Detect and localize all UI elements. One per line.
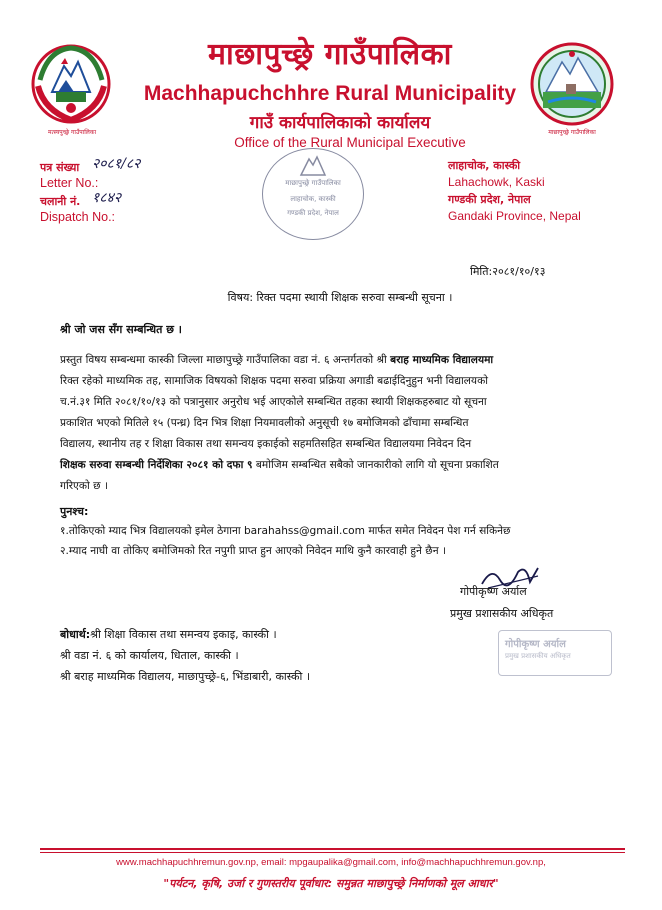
letter-date: मिति:२०८१/१०/१३ [470,265,546,278]
signatory-title: प्रमुख प्रशासकीय अधिकृत [450,607,554,620]
stamp-line-1: माछापुच्छ्रे गाउँपालिका [285,179,341,187]
letter-no-label-en: Letter No.: [40,176,99,190]
cc-label: बोधार्थ: [60,628,91,641]
dispatch-label-en: Dispatch No.: [40,210,116,224]
salutation: श्री जो जस सँग सम्बन्धित छ । [60,323,182,336]
footer-contacts: www.machhapuchhremun.gov.np, email: mpgaupalika@gmail.com, info@machhapuchhremun.gov.np, [116,857,546,868]
postscript-item-1: १.तोकिएको म्याद भित्र विद्यालयको इमेल ठेगाना barahahss@gmail.com मार्फत समेत निवेदन पेश गर्न सकिनेछ [60,525,511,537]
cc-line: श्री बराह माध्यमिक विद्यालय, माछापुच्छ्रे-६, भिंडाबारी, कास्की । [60,670,310,683]
body-line: प्रकाशित भएको मितिले १५ (पन्ध्र) दिन भित्र शिक्षा नियमावलीको अनुसूची १७ बमोजिमको ढाँचामा सम्बन्धित [60,417,469,429]
signature-stamp-line-2: प्रमुख प्रशासकीय अधिकृत [505,652,571,660]
body-line: रिक्त रहेको माध्यमिक तह, सामाजिक विषयको शिक्षक पदमा सरुवा प्रक्रिया अगाडी बढाईदिनुहुन भनी विद्यालयको [60,375,488,387]
emblem-caption: मत्स्यपुच्छ्रे गाउँपालिका [47,129,97,136]
letter-no-label-np: पत्र संख्या [40,161,80,174]
signature-stamp-line-1: गोपीकृष्ण अर्याल [505,639,566,650]
stamp-line-2: लाहाचोक, कास्की [290,195,336,203]
address-np-1: लाहाचोक, कास्की [448,159,521,172]
letter-no-value: २०८१/८२ [92,156,141,172]
letter-subject: विषय: रिक्त पदमा स्थायी शिक्षक सरुवा सम्बन्धी सूचना । [227,291,453,304]
signature-stamp [498,630,612,676]
official-stamp [262,148,364,240]
signatory-name: गोपीकृष्ण अर्याल [460,585,527,598]
municipality-name-np: माछापुच्छ्रे गाउँपालिका [208,37,452,72]
cc-block [60,624,310,687]
dispatch-value: १८४२ [92,190,122,206]
cc-line: बोधार्थ:श्री शिक्षा विकास तथा समन्वय इकाइ, कास्की । [60,628,277,641]
footer-motto: "पर्यटन, कृषि, उर्जा र गुणस्तरीय पूर्वाधार: समुन्नत माछापुच्छ्रे निर्माणको मूल आधार" [163,877,499,890]
footer-divider [40,848,625,850]
stamp-emblem-icon [299,155,327,177]
postscript-item-2: २.म्याद नाघी वा तोकिए बमोजिमको रित नपुगी प्राप्त हुन आएको निवेदन माथि कुनै कारवाही हुने छैन । [60,545,446,557]
logo-caption: माछापुच्छ्रे गाउँपालिका [548,129,596,136]
address-np-2: गण्डकी प्रदेश, नेपाल [448,193,531,206]
body-line: विद्यालय, स्थानीय तह र शिक्षा विकास तथा समन्वय इकाईको सहमतिसहित सम्बन्धित विद्यालयमा निवेदन दिन [60,438,472,450]
nepal-emblem-logo [28,40,114,130]
stamp-line-3: गण्डकी प्रदेश, नेपाल [287,209,339,217]
office-name-en: Office of the Rural Municipal Executive [234,135,466,150]
body-line: प्रस्तुत विषय सम्बन्धमा कास्की जिल्ला माछापुच्छ्रे गाउँपालिका वडा नं. ६ अन्तर्गतको श्री बराह माध्यमिक विद्यालयमा [60,354,494,366]
postscript-heading: पुनश्च: [60,505,89,518]
body-line: गरिएको छ । [60,480,108,492]
letter-body [60,350,640,497]
footer-divider [40,852,625,853]
address-en-2: Gandaki Province, Nepal [448,209,581,223]
dispatch-label-np: चलानी नं. [40,195,81,208]
cc-line: श्री वडा नं. ६ को कार्यालय, धिताल, कास्की । [60,649,239,662]
body-line: च.नं.३१ मिति २०८१/१०/१३ को पत्रानुसार अनुरोध भई आएकोले सम्बन्धित तहका स्थायी शिक्षकहरुबाट यो सूचना [60,396,487,408]
address-en-1: Lahachowk, Kaski [448,175,545,189]
office-name-np: गाउँ कार्यपालिकाको कार्यालय [249,113,431,133]
municipality-name-en: Machhapuchchhre Rural Municipality [143,82,517,105]
body-line: शिक्षक सरुवा सम्बन्धी निर्देशिका २०८१ को दफा ९ बमोजिम सम्बन्धित सबैको जानकारीको लागि यो सूचना प्रकाशित [60,459,499,471]
